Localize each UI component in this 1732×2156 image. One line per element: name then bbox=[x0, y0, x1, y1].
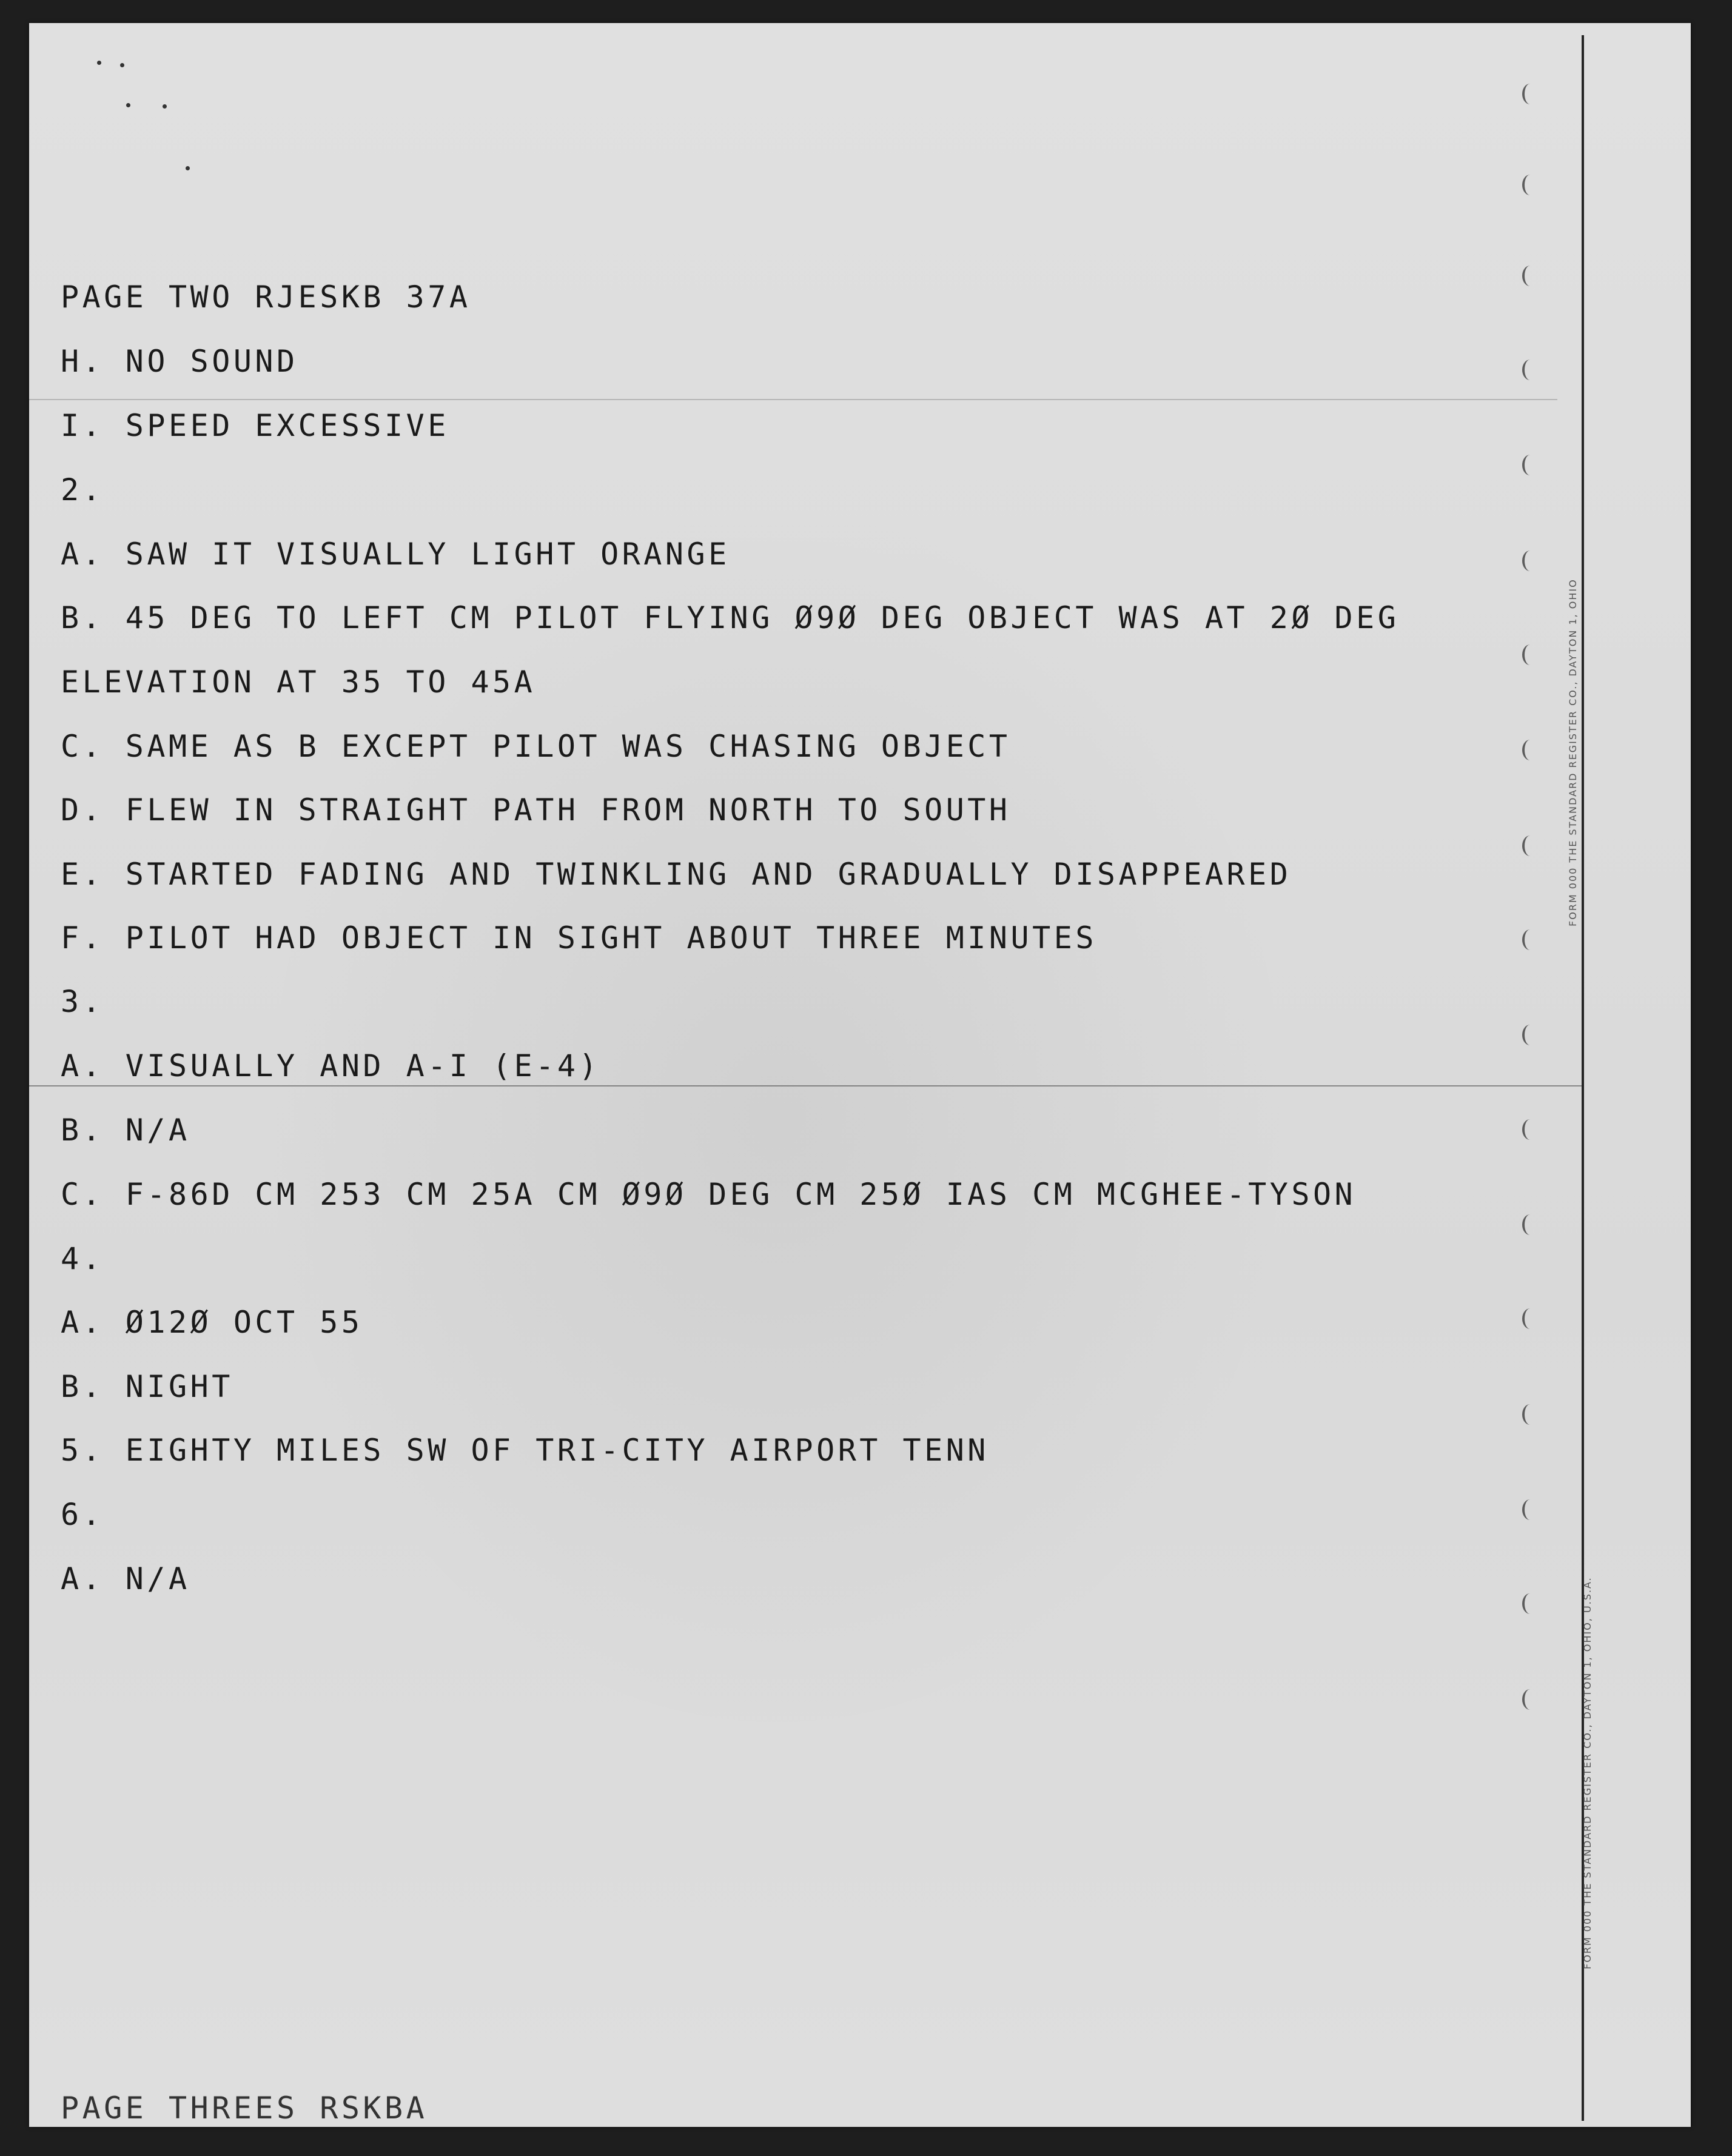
feed-hole bbox=[1522, 1025, 1538, 1045]
feed-hole bbox=[1522, 740, 1538, 760]
feed-hole bbox=[1522, 1593, 1538, 1614]
feed-hole bbox=[1522, 1308, 1538, 1329]
speck bbox=[126, 103, 130, 107]
speck bbox=[120, 63, 124, 67]
next-page-header: PAGE THREES RSKBA bbox=[61, 2091, 428, 2126]
feed-hole bbox=[1522, 84, 1538, 104]
feed-hole bbox=[1522, 835, 1538, 856]
fold-line bbox=[29, 399, 1557, 400]
message-line: E. STARTED FADING AND TWINKLING AND GRADUALLY DISAPPEARED bbox=[61, 857, 1292, 892]
message-line: F. PILOT HAD OBJECT IN SIGHT ABOUT THREE MINUTES bbox=[61, 920, 1097, 956]
message-line: 4. bbox=[61, 1241, 104, 1276]
message-line: A. N/A bbox=[61, 1561, 190, 1596]
message-line: C. SAME AS B EXCEPT PILOT WAS CHASING OBJECT bbox=[61, 729, 1011, 764]
feed-hole bbox=[1522, 1119, 1538, 1140]
margin-printer-imprint: FORM 000 THE STANDARD REGISTER CO., DAYTON 1, OHIO bbox=[1567, 578, 1579, 926]
speck bbox=[186, 166, 190, 170]
message-line: A. SAW IT VISUALLY LIGHT ORANGE bbox=[61, 537, 730, 572]
message-line: 6. bbox=[61, 1497, 104, 1532]
feed-hole bbox=[1522, 1499, 1538, 1520]
message-line: B. N/A bbox=[61, 1113, 190, 1148]
feed-hole bbox=[1522, 360, 1538, 380]
message-line: I. SPEED EXCESSIVE bbox=[61, 408, 449, 443]
speck bbox=[163, 104, 167, 109]
message-line: 2. bbox=[61, 472, 104, 507]
fold-line bbox=[29, 1085, 1582, 1086]
margin-printer-imprint: FORM 000 THE STANDARD REGISTER CO., DAYTON 1, OHIO, U.S.A. bbox=[1582, 1576, 1593, 1969]
message-header: PAGE TWO RJESKB 37A bbox=[61, 280, 471, 315]
feed-hole bbox=[1522, 929, 1538, 950]
message-line: 3. bbox=[61, 984, 104, 1019]
teletype-page bbox=[29, 23, 1691, 2127]
message-line: A. Ø12Ø OCT 55 bbox=[61, 1305, 363, 1340]
message-line: H. NO SOUND bbox=[61, 344, 298, 379]
message-line: B. NIGHT bbox=[61, 1369, 233, 1404]
message-line: B. 45 DEG TO LEFT CM PILOT FLYING Ø9Ø DEG OBJECT WAS AT 2Ø DEG bbox=[61, 600, 1400, 635]
feed-hole bbox=[1522, 455, 1538, 475]
message-line: ELEVATION AT 35 TO 45A bbox=[61, 665, 536, 700]
message-line: A. VISUALLY AND A-I (E-4) bbox=[61, 1048, 601, 1083]
message-line: C. F-86D CM 253 CM 25A CM Ø9Ø DEG CM 25Ø IAS CM MCGHEE-TYSON bbox=[61, 1177, 1357, 1212]
feed-hole bbox=[1522, 1404, 1538, 1425]
feed-hole bbox=[1522, 551, 1538, 571]
feed-hole bbox=[1522, 266, 1538, 286]
feed-hole bbox=[1522, 175, 1538, 195]
message-line: 5. EIGHTY MILES SW OF TRI-CITY AIRPORT TENN bbox=[61, 1433, 989, 1468]
feed-hole bbox=[1522, 644, 1538, 665]
feed-hole bbox=[1522, 1214, 1538, 1235]
speck bbox=[97, 61, 101, 65]
message-line: D. FLEW IN STRAIGHT PATH FROM NORTH TO SOUTH bbox=[61, 792, 1011, 828]
feed-hole bbox=[1522, 1689, 1538, 1710]
